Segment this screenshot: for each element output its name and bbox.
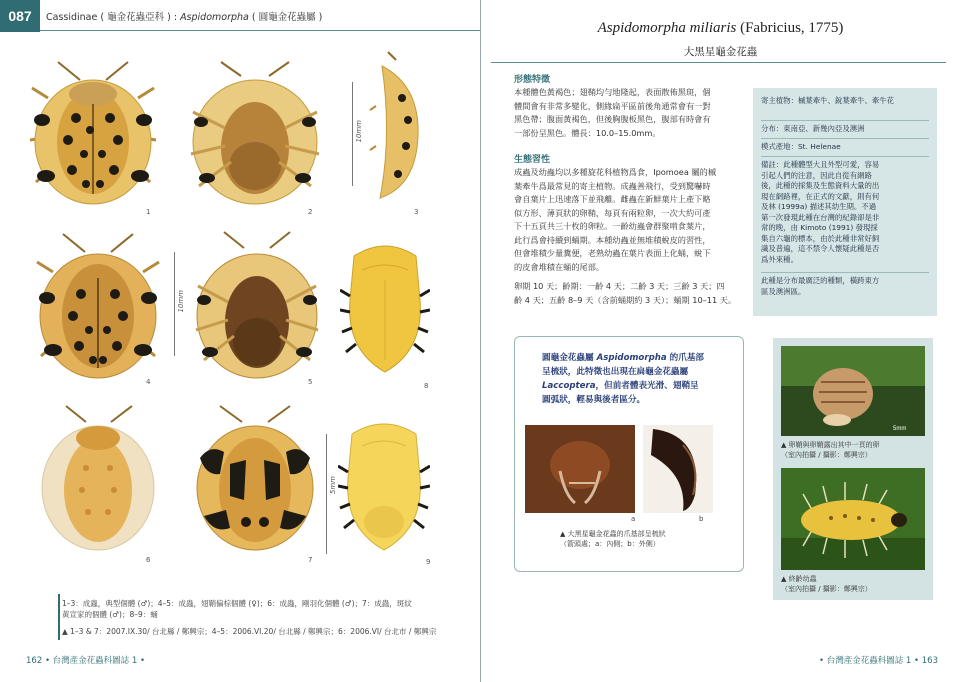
species-epithet: miliaris xyxy=(689,20,737,36)
scale-label: 10mm xyxy=(355,120,363,143)
beetle-lateral-photo xyxy=(368,46,428,206)
text-line: 識及普遍，這不禁令人懷疑此種是否 xyxy=(761,244,880,253)
species-genus: Aspidomorpha xyxy=(597,20,686,36)
text-line: 本種體色黃褐色；翅鞘均勻地隆起，表面散佈黑斑，個 xyxy=(514,87,711,97)
page-badge: 087 xyxy=(0,0,40,32)
beetle-variant-photo xyxy=(190,404,320,554)
species-infobox xyxy=(753,88,937,316)
genus-name: Aspidomorpha xyxy=(596,353,667,363)
caption-line: ▲ 1–3 & 7：2007.IX.30/ 台北縣 / 鄭興宗；4–5：2006.VI.20/ 台北縣 / 鄭興宗；6：2006.VI/ 台北市 / 鄭興宗 xyxy=(62,627,437,636)
species-author: (Fabricius, 1775) xyxy=(740,20,844,36)
text-line: 後，此種的採集及生態資料大量的出 xyxy=(761,181,880,190)
caption-accent-bar xyxy=(58,594,60,640)
text-line: 會自葉片上迅速落下並飛離。雌蟲在新鮮葉片上產下略 xyxy=(514,194,711,204)
text-line: 卵期 10 天；齡期：一齡 4 天；二齡 3 天；三齡 3 天；四 xyxy=(514,281,725,291)
beetle-dorsal-brown-photo xyxy=(33,232,163,382)
species-chinese-name: 大黑星龜金花蟲 xyxy=(683,46,758,58)
page-header xyxy=(0,0,480,32)
scale-bar xyxy=(352,82,353,186)
info-label: 模式產地： xyxy=(761,142,798,151)
text-line: 的皮會堆積在蛹的尾部。 xyxy=(514,261,605,272)
info-value: 槭葉牽牛、銳葉牽牛、牽牛花 xyxy=(797,96,895,105)
text-line: 似方形、薄頁狀的卵鞘，每頁有兩粒卵，一次大約可產 xyxy=(514,207,711,218)
type-locality-info xyxy=(761,142,929,153)
figure-number-5: 5 xyxy=(308,378,313,386)
beetle-ventral-photo xyxy=(185,58,325,208)
ecology-text xyxy=(514,166,746,307)
figure-number-3: 3 xyxy=(414,208,419,216)
callout-text xyxy=(542,351,732,407)
info-value: St. Helenae xyxy=(797,142,841,151)
caption-line: （箭頭處；a：內側；b：外側） xyxy=(560,540,660,548)
scale-label: 5mm xyxy=(329,476,337,495)
info-label: 分布： xyxy=(761,124,784,133)
divider xyxy=(761,156,929,157)
page-number: 162 xyxy=(26,656,43,666)
pupa-photo xyxy=(340,240,430,380)
text-span: 圓龜金花蟲屬 xyxy=(542,353,597,363)
text-line: 但會堆積少量糞便，老熟幼蟲在葉片表面上化蛹，蛻下 xyxy=(514,248,711,258)
text-line: 體間會有非常多變化，側緣扁平區前後角通常會有一對 xyxy=(514,100,711,111)
caption-line: 1–3：成蟲，典型個體 (♂)；4–5：成蟲，翅鞘偏棕個體 (♀)；6：成蟲，剛羽化個體 (♂)；7：成蟲，斑紋 xyxy=(62,599,412,608)
notes-info xyxy=(761,160,929,265)
text-line: 葉牽牛爲最常見的寄主植物。成蟲善飛行，受到驚嚇時 xyxy=(514,180,711,191)
text-span: 的爪基部 xyxy=(666,353,705,363)
distribution-info xyxy=(761,124,929,135)
text-line: 黑色帶；腹面黃褐色，但後胸腹板黑色，腹部有時會有 xyxy=(514,114,711,124)
text-line: 齡 4 天；五齡 8–9 天（含前蛹期約 3 天）；蛹期 10–11 天。 xyxy=(514,294,737,305)
book-title: 台灣產金花蟲科圖誌 1 xyxy=(52,656,138,666)
figure-number-4: 4 xyxy=(146,378,151,386)
right-page xyxy=(481,0,960,682)
beetle-teneral-photo xyxy=(36,404,161,554)
header-subfamily: Cassidinae ( 龜金花蟲亞科 ) : xyxy=(46,12,181,23)
scale-label: 10mm xyxy=(177,290,185,313)
claw-inner-photo xyxy=(525,425,635,513)
text-line: 區及澳洲區。 xyxy=(761,286,806,296)
figure-number-1: 1 xyxy=(146,208,151,216)
page-number: 163 xyxy=(921,656,938,666)
text-line: 及林 (1999a) 描述其幼生期。不過 xyxy=(761,202,877,211)
page-footer: 162 • 台灣產金花蟲科圖誌 1 • xyxy=(26,656,145,666)
info-label: 寄主植物： xyxy=(761,96,798,105)
claw-callout-box xyxy=(514,336,744,572)
text-line: 引起人們的注意，因此自從有網路 xyxy=(761,170,872,180)
text-line: 現在網路裡，在正式的文獻，則有何 xyxy=(761,191,880,201)
figure-number-8: 8 xyxy=(424,382,429,390)
scale-bar xyxy=(326,434,327,554)
figure-caption xyxy=(62,598,452,637)
caption-line: ▲ 終齡幼蟲 xyxy=(781,575,817,583)
ootheca-photo xyxy=(781,346,925,436)
beetle-ventral-dark-photo xyxy=(190,230,325,380)
scale-label: 5mm xyxy=(893,426,907,432)
larva-caption xyxy=(781,574,872,594)
text-span: ，但前者體表光滑、翅鞘呈 xyxy=(595,381,699,391)
larva-photo xyxy=(781,468,925,570)
text-line: 一部份呈黑色。體長：10.0–15.0mm。 xyxy=(514,127,661,138)
figure-number-2: 2 xyxy=(308,208,313,216)
caption-line: ▲ 卵鞘與卵鞘露出其中一頁的卵 xyxy=(781,441,880,449)
header-genus: Aspidomorpha xyxy=(180,12,249,23)
text-line: 下十五頁共三十枚的卵粒。一齡幼蟲會群聚啃食葉片， xyxy=(514,221,711,231)
caption-line: 黃宣家的個體 (♂)；8–9：蛹 xyxy=(62,610,158,619)
text-line: 此種是分布最廣泛的種類，橫跨東方 xyxy=(761,276,880,285)
text-line: 常的晚，由 Kimoto (1991) 發現採 xyxy=(761,223,878,232)
header-genus-cn: ( 圓龜金花蟲屬 ) xyxy=(248,12,323,23)
species-title xyxy=(481,20,960,37)
claw-outer-photo xyxy=(643,425,713,513)
host-plant-info xyxy=(761,96,929,107)
range-note xyxy=(761,276,929,297)
divider xyxy=(761,120,929,121)
morphology-text xyxy=(514,86,746,140)
info-label: 備註： xyxy=(761,160,784,169)
text-line: 集自六龜的標本，由於此種非常好飼 xyxy=(761,233,880,243)
header-title xyxy=(46,9,322,23)
ootheca-caption xyxy=(781,440,880,460)
callout-caption xyxy=(560,529,720,549)
text-line: 此種體型大且外型可愛，容易 xyxy=(783,160,880,169)
photo-label-a: a xyxy=(631,515,636,523)
figure-number-7: 7 xyxy=(308,556,313,564)
text-line: 成蟲及幼蟲均以多種旋花科植物爲食，Ipomoea 屬的槭 xyxy=(514,167,717,177)
caption-line: （室內拍攝 / 攝影：鄭興宗） xyxy=(781,451,872,459)
info-value: 東南亞、新幾內亞及澳洲 xyxy=(783,124,865,133)
divider xyxy=(761,138,929,139)
text-line: 爲外來種。 xyxy=(761,254,798,264)
caption-line: （室內拍攝 / 攝影：鄭興宗） xyxy=(781,585,872,593)
book-title: 台灣產金花蟲科圖誌 1 xyxy=(826,656,912,666)
figure-number-9: 9 xyxy=(426,558,431,566)
scale-bar xyxy=(174,252,175,356)
header-rule xyxy=(491,62,946,63)
text-line: 第一次發現此種在台灣的紀錄卻是非 xyxy=(761,212,880,222)
genus-name: Laccoptera xyxy=(542,381,596,391)
header-rule xyxy=(40,30,480,31)
photo-label-b: b xyxy=(699,515,704,523)
text-line: 此行爲會持續到蛹期。本種幼蟲並無堆積蛻皮的習性， xyxy=(514,234,711,245)
morphology-heading: 形態特徵 xyxy=(514,75,551,85)
figure-number-6: 6 xyxy=(146,556,151,564)
beetle-dorsal-photo xyxy=(28,58,158,208)
page-footer: • 台灣產金花蟲科圖誌 1 • 163 xyxy=(819,656,938,666)
text-line: 圓弧狀，輕易與後者區分。 xyxy=(542,395,646,405)
side-photo-panel xyxy=(773,338,933,600)
pupa-ventral-photo xyxy=(338,418,430,558)
text-line: 呈梳狀，此特徵也出現在扁龜金花蟲屬 xyxy=(542,367,689,377)
ecology-heading: 生態習性 xyxy=(514,155,551,165)
caption-line: ▲ 大黑星龜金花蟲的爪基部呈梳狀 xyxy=(560,530,666,538)
divider xyxy=(761,272,929,273)
